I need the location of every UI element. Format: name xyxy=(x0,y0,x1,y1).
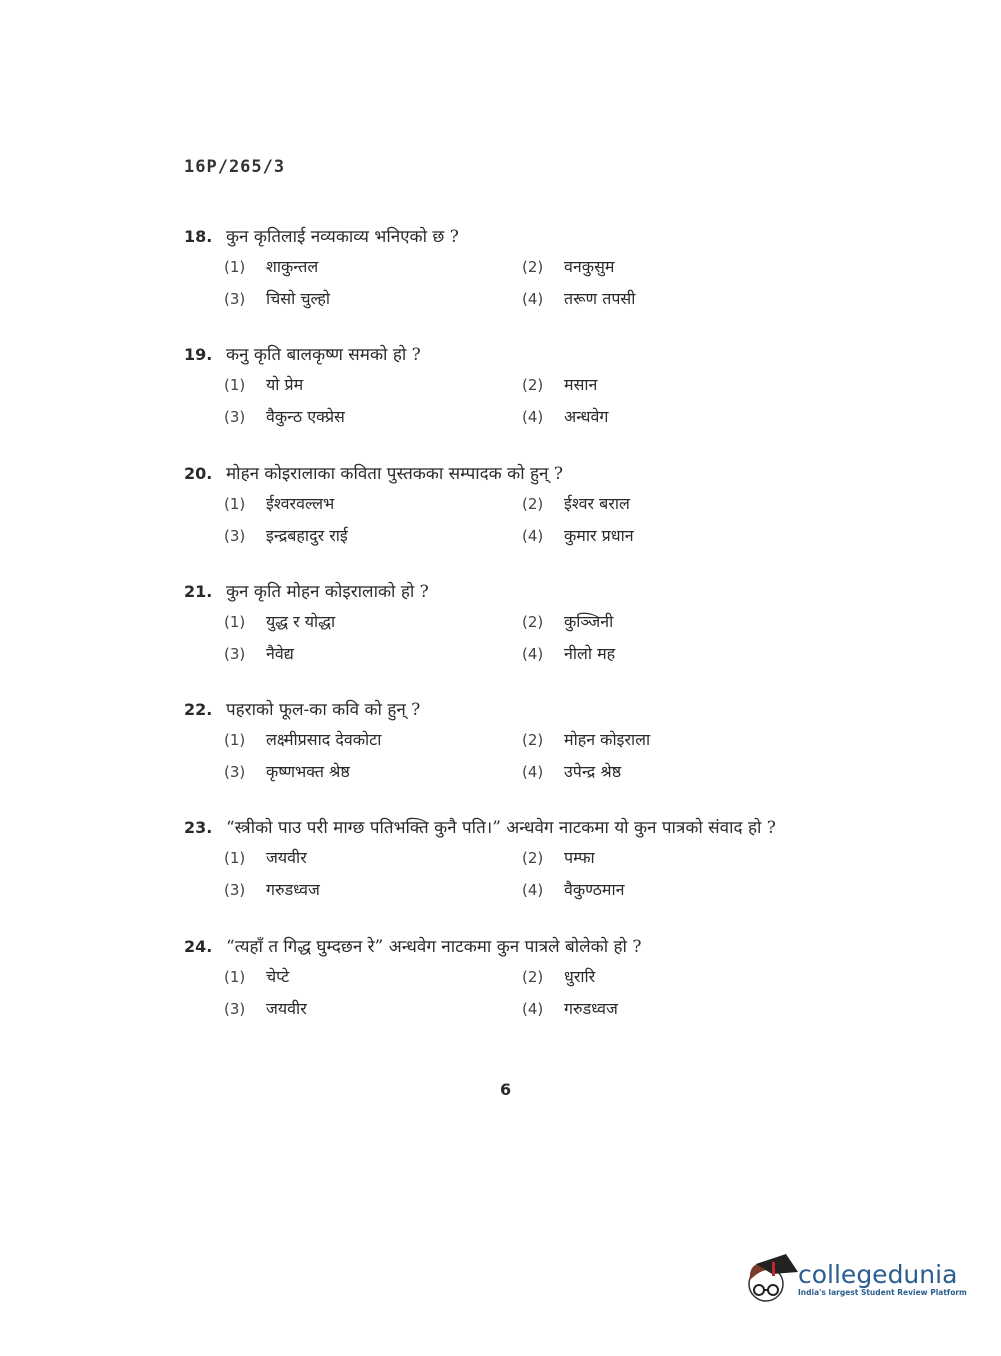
option-text: धुरारि xyxy=(564,966,596,986)
options xyxy=(224,728,824,784)
option xyxy=(522,373,822,397)
question-text: कनु कृति बालकृष्ण समको हो ? xyxy=(226,345,421,366)
option-label: (1) xyxy=(224,258,246,276)
option xyxy=(224,287,522,311)
option xyxy=(224,997,522,1021)
option-text: जयवीर xyxy=(266,998,307,1018)
option-label: (4) xyxy=(522,526,544,545)
question-list xyxy=(184,224,824,1052)
option-text: कुमार प्रधान xyxy=(564,525,634,545)
mascot-icon xyxy=(742,1250,798,1308)
brand-tagline: India's largest Student Review Platform xyxy=(798,1287,967,1297)
option-label: (1) xyxy=(224,731,246,750)
option-text: अन्धवेग xyxy=(564,407,609,427)
question-number: 23. xyxy=(184,818,213,838)
question-number: 24. xyxy=(184,936,213,956)
question-number: 21. xyxy=(184,581,213,601)
option-text: मोहन कोइराला xyxy=(564,730,651,750)
option-label: (3) xyxy=(224,644,246,663)
options xyxy=(224,255,824,311)
collegedunia-logo xyxy=(742,1250,967,1308)
option-label: (3) xyxy=(224,881,246,900)
option-label: (1) xyxy=(224,967,246,986)
option-text: वैकुन्ठ एक्प्रेस xyxy=(266,407,345,427)
option-label: (2) xyxy=(522,376,544,395)
question-text: पहराको फूल-का कवि को हुन् ? xyxy=(226,700,421,721)
options xyxy=(224,610,824,666)
option-label: (1) xyxy=(224,494,246,513)
question xyxy=(184,697,824,815)
option xyxy=(522,405,822,429)
option-text: लक्ष्मीप्रसाद देवकोटा xyxy=(266,730,382,750)
option-text: वैकुण्ठमान xyxy=(564,880,625,900)
option-label: (2) xyxy=(522,967,544,986)
option xyxy=(224,255,522,279)
option-text: तरूण तपसी xyxy=(564,289,636,308)
option-label: (4) xyxy=(522,644,544,663)
question xyxy=(184,342,824,460)
option-label: (2) xyxy=(522,612,544,631)
option-label: (3) xyxy=(224,999,246,1018)
option-text: ईश्वर बराल xyxy=(564,493,630,513)
option xyxy=(522,728,822,752)
option-text: पम्फा xyxy=(564,848,595,868)
option xyxy=(522,642,822,666)
paper-code: 16P/265/3 xyxy=(184,157,286,177)
option-text: कृष्णभक्त श्रेष्ठ xyxy=(266,762,350,782)
option-text: मसान xyxy=(564,375,598,395)
option-label: (2) xyxy=(522,849,544,868)
options xyxy=(224,846,824,902)
option-text: ईश्वरवल्लभ xyxy=(266,493,335,513)
question-number: 20. xyxy=(184,463,213,483)
option-label: (3) xyxy=(224,408,246,427)
option-label: (4) xyxy=(522,290,544,308)
option xyxy=(224,965,522,989)
option xyxy=(522,610,822,634)
option xyxy=(224,728,522,752)
option-text: शाकुन्तल xyxy=(266,257,319,276)
question xyxy=(184,934,824,1052)
question-number: 19. xyxy=(184,345,213,365)
option-label: (4) xyxy=(522,999,544,1018)
option xyxy=(522,492,822,516)
option-text: चेप्टे xyxy=(266,966,290,986)
page-number: 6 xyxy=(500,1080,512,1099)
question-header xyxy=(184,579,824,607)
option xyxy=(224,492,522,516)
question xyxy=(184,579,824,697)
question-text: कुन कृतिलाई नव्यकाव्य भनिएको छ ? xyxy=(226,227,459,247)
option xyxy=(522,524,822,548)
option xyxy=(224,373,522,397)
option-text: उपेन्द्र श्रेष्ठ xyxy=(564,762,622,782)
option-text: वनकुसुम xyxy=(564,257,615,276)
question xyxy=(184,224,824,342)
option xyxy=(224,642,522,666)
option xyxy=(224,524,522,548)
question-number: 18. xyxy=(184,227,213,246)
option xyxy=(224,610,522,634)
option-text: कुञ्जिनी xyxy=(564,611,614,631)
option-label: (2) xyxy=(522,258,544,276)
question xyxy=(184,461,824,579)
options xyxy=(224,492,824,548)
option-text: यो प्रेम xyxy=(266,375,304,395)
option-label: (1) xyxy=(224,376,246,395)
option-text: इन्द्रबहादुर राई xyxy=(266,525,348,545)
question-number: 22. xyxy=(184,700,213,720)
option xyxy=(224,846,522,870)
question-header xyxy=(184,342,824,370)
option xyxy=(224,878,522,902)
option-text: गरुडध्वज xyxy=(564,998,618,1018)
question-header xyxy=(184,461,824,489)
option-text: युद्ध र योद्धा xyxy=(266,611,336,631)
question-text: “त्यहाँ त गिद्ध घुम्दछन रे” अन्धवेग नाटकमा कुन पात्रले बोलेको हो ? xyxy=(226,936,642,957)
question-header xyxy=(184,224,824,252)
question-header xyxy=(184,697,824,725)
option xyxy=(522,760,822,784)
question-text: मोहन कोइरालाका कविता पुस्तकका सम्पादक को हुन् ? xyxy=(226,463,563,484)
option-text: जयवीर xyxy=(266,848,307,868)
option-label: (3) xyxy=(224,763,246,782)
question-text: कुन कृति मोहन कोइरालाको हो ? xyxy=(226,581,429,602)
option-label: (2) xyxy=(522,494,544,513)
options xyxy=(224,965,824,1021)
option-label: (1) xyxy=(224,849,246,868)
option xyxy=(522,997,822,1021)
option-label: (4) xyxy=(522,763,544,782)
question xyxy=(184,815,824,933)
option-label: (3) xyxy=(224,526,246,545)
option xyxy=(522,287,822,311)
question-text: “स्त्रीको पाउ परी माग्छ पतिभक्ति कुनै पति।” अन्धवेग नाटकमा यो कुन पात्रको संवाद हो ? xyxy=(226,818,776,839)
question-header xyxy=(184,934,824,962)
option xyxy=(224,760,522,784)
option-label: (3) xyxy=(224,290,246,308)
option xyxy=(522,846,822,870)
option-label: (1) xyxy=(224,612,246,631)
option xyxy=(522,255,822,279)
option xyxy=(522,965,822,989)
option-label: (4) xyxy=(522,881,544,900)
option-text: नैवेद्य xyxy=(266,643,294,663)
option-text: नीलो मह xyxy=(564,643,616,663)
option-text: चिसो चुल्हो xyxy=(266,289,331,308)
option xyxy=(224,405,522,429)
option xyxy=(522,878,822,902)
option-label: (2) xyxy=(522,731,544,750)
option-text: गरुडध्वज xyxy=(266,880,320,900)
option-label: (4) xyxy=(522,408,544,427)
question-header xyxy=(184,815,824,843)
brand-name: collegedunia xyxy=(798,1259,958,1289)
options xyxy=(224,373,824,429)
